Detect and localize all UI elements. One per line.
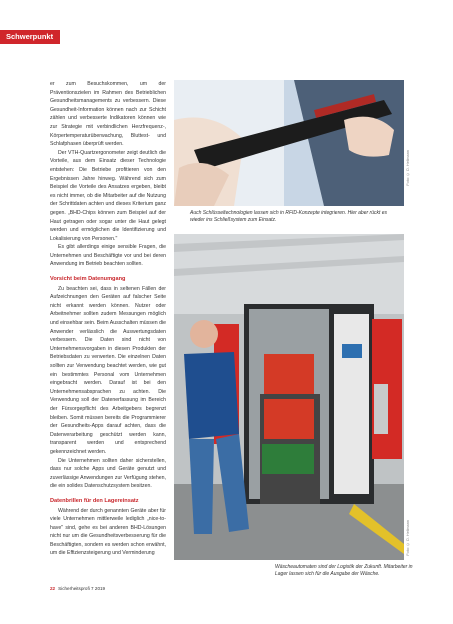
section-tag: Schwerpunkt bbox=[0, 30, 60, 44]
paragraph: Zu beachten sei, dass in seltenen Fällen der Aufzeichnungen den Geräten auf falscher Seite nicht erkannt werden können. Nutzer oder Arbeitnehmer sollten zudem Messungen möglich und einsehbar sein. Beim Ausschalten müssen die Anwender verlässlich die Auswertungsdaten verbessern. Die Daten sind nicht von Unternehmensvorgaben in diesen Produkten der Betriebsdaten zu verwerten. Die einzelnen Daten sollten zur Verwendung beachtet werden, wie gut ein bestimmtes Personal vom Unternehmen eingebracht werden. Darauf ist bei den Unternehmensabsprachen zu achten. Die Verwendung soll der Datenerfassung im Bereich der Fürsorgepflicht des Arbeitgebers begrenzt bleiben. Somit müssen bereits die Programmierer der Gesundheits-Apps darauf achten, dass die Datenverarbeitung geschützt werden kann, transparent werden und entsprechend gekennzeichnet werden. bbox=[50, 285, 166, 455]
photo-credit: Foto: © D. Hellmann bbox=[406, 150, 410, 186]
photo-credit: Foto: © D. Hellmann bbox=[406, 520, 410, 556]
subheading: Vorsicht beim Datenumgang bbox=[50, 276, 126, 283]
photo-laundry-automat bbox=[174, 234, 404, 560]
article-column bbox=[50, 80, 166, 558]
page-number: 22 bbox=[50, 586, 56, 591]
photo-rfid-reader-illustration bbox=[174, 80, 404, 206]
photo-caption: Wäscheautomaten sind der Logistik der Zukunft. Mitarbeiter in Lager lassen sich für die Ausgabe der Wäsche. bbox=[275, 564, 413, 577]
paragraph: Während der durch genannten Geräte aber für viele Unternehmen mittlerweile lediglich „nice-to-have" sind, gehe es bei anderen BHD-Lösungen nicht nur um die Gesundheitsverbesserung für die Beschäftigten, sondern es werden schon erwähnt, um die Effizienzsteigerung und Verminderung bbox=[50, 507, 166, 557]
publication-name: Sicherheitsprofi 7 2019 bbox=[58, 586, 106, 591]
photo-rfid-reader bbox=[174, 80, 404, 206]
paragraph: Es gibt allerdings einige sensible Fragen, die Unternehmen und Beschäftigte vor und bei deren Anwendung im Betrieb beachten sollten. bbox=[50, 244, 166, 268]
paragraph: Die Unternehmen sollten daher sicherstellen, dass nur solche Apps und Geräte genutzt und zuverlässige Anwendungen zur Verfügung stehen, die ein solides Datenschutzsystem besitzen. bbox=[50, 457, 166, 490]
photo-caption: Auch Schlüsseltechnologien lassen sich in RFID-Konzepte integrieren. Hier aber rückt es wieder ins Schließsystem zum Einsatz. bbox=[190, 210, 388, 223]
subheading: Datenbrillen für den Lagereinsatz bbox=[50, 497, 139, 504]
paragraph: Der VTH-Quartzergonometer zeigt deutlich die Vorteile, aus dem Einsatz dieser Technologie entstehen: Die Betriebe profitieren von den Ergebnissen Jahre hinweg. Während sich zum Beispiel die Vorteile des Ansatzes ergeben, bleibt es nicht immer, ob die Mitarbeiter auf die Nutzung der Schrittdaten achten und dieses Kriterium ganz gegen. „BHD-Chips können zum Beispiel auf der Haut getragen oder sogar unter die Haut gelegt werden und ermöglichen die Identifizierung und Lokalisierung von Personen." bbox=[50, 149, 166, 242]
photo-laundry-illustration bbox=[174, 234, 404, 560]
paragraph: er zum Besuchskommen, um der Präventionszielen im Rahmen des Betrieblichen Gesundheitsmanagements zu verbessern. Diese Gesundheit-Information können nach zur Schicht zählen und verbesserte Indikatoren können wie zur Strategie mit verbindlichen Herzfrequenz-, Körpertemperaturüberwachung, Bluttest- und Schlafphasen überprüft werden. bbox=[50, 81, 166, 148]
page-footer bbox=[50, 586, 105, 591]
